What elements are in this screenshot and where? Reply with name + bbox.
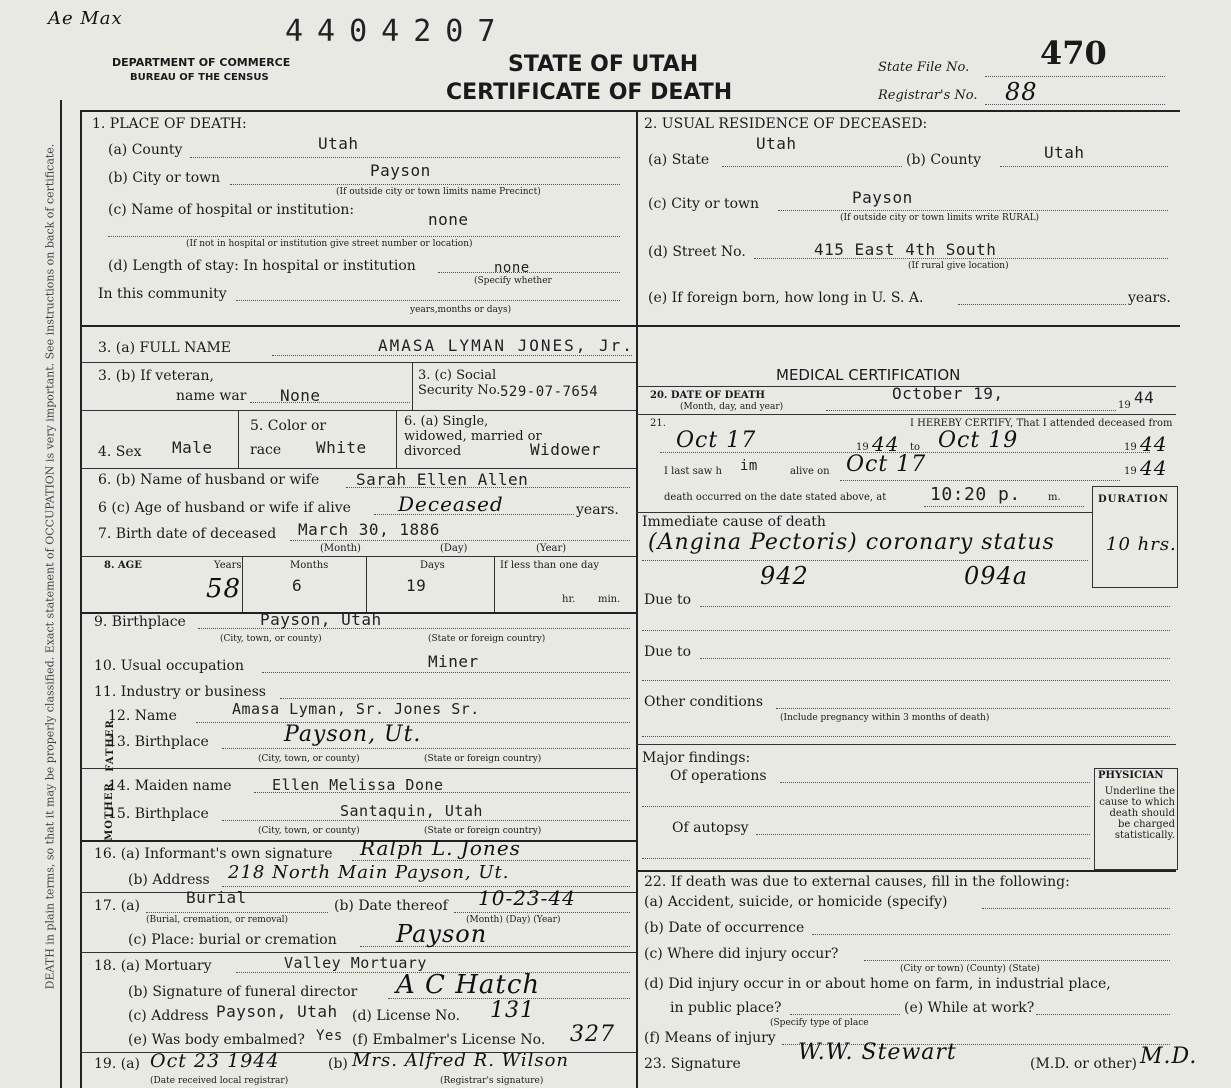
father-name-value: Amasa Lyman, Sr. Jones Sr. [232, 700, 480, 718]
industry-label: 11. Industry or business [94, 684, 266, 700]
full-name-value: AMASA LYMAN JONES, Jr. [378, 336, 634, 355]
res-county-value: Utah [1044, 143, 1085, 162]
father-tag: FATHER [104, 719, 116, 772]
means-label: (f) Means of injury [644, 1030, 776, 1046]
registrar-number: 88 [1005, 78, 1038, 106]
state-title: STATE OF UTAH [508, 52, 699, 77]
due-to-2-label: Due to [644, 644, 692, 660]
occupation-label: 10. Usual occupation [94, 658, 244, 674]
spouse-years: years. [576, 502, 619, 518]
specify-note: (Specify whether [474, 276, 552, 286]
mortuary-label: 18. (a) Mortuary [94, 958, 212, 974]
community-label: In this community [98, 286, 227, 302]
birthplace-state-note: (State or foreign country) [428, 634, 546, 644]
birth-year-note: (Year) [536, 543, 567, 554]
death-time-m: m. [1048, 492, 1061, 503]
document-title: CERTIFICATE OF DEATH [446, 80, 733, 105]
frame-left [80, 110, 82, 1088]
at-work-label: (e) While at work? [904, 1000, 1035, 1016]
registrar-sig-label: (b) [328, 1056, 348, 1072]
to-year-prefix: 19 [1124, 442, 1137, 453]
last-saw-date: Oct 17 [846, 452, 927, 477]
city-note: (If outside city or town limits name Precinct) [336, 187, 541, 197]
mother-state-note: (State or foreign country) [424, 826, 542, 836]
state-file-label: State File No. [878, 60, 970, 75]
birth-value: March 30, 1886 [298, 520, 440, 539]
director-label: (b) Signature of funeral director [128, 984, 358, 1000]
registrar-label: Registrar's No. [878, 88, 978, 103]
major-findings-label: Major findings: [642, 750, 751, 766]
father-birthplace-label: 13. Birthplace [108, 734, 209, 750]
embalmer-label: (f) Embalmer's License No. [352, 1032, 546, 1048]
years-note: years,months or days) [410, 305, 512, 315]
age-less-head: If less than one day [500, 560, 599, 571]
stay-label: (d) Length of stay: In hospital or institution [108, 258, 416, 274]
occurred-label: death occurred on the date stated above, at [664, 492, 887, 503]
age-months-value: 6 [292, 576, 303, 595]
physician-note: Underline the cause to which death should be charged statistically. [1099, 786, 1175, 841]
res-street-value: 415 East 4th South [814, 240, 997, 259]
spouse-age-value: Deceased [398, 492, 504, 516]
res-street-note: (If rural give location) [908, 261, 1009, 271]
duration-value: 10 hrs. [1106, 534, 1177, 555]
county-label: (a) County [108, 142, 183, 158]
medical-heading: MEDICAL CERTIFICATION [776, 366, 961, 384]
res-state-value: Utah [756, 134, 797, 153]
age-years-value: 58 [206, 574, 242, 604]
father-name-label: 12. Name [108, 708, 177, 724]
city-label: (b) City or town [108, 170, 221, 186]
occupation-value: Miner [428, 652, 479, 671]
autopsy-label: Of autopsy [672, 820, 749, 836]
father-state-note: (State or foreign country) [424, 754, 542, 764]
age-years-head: Years [214, 560, 242, 571]
informant-addr-label: (b) Address [128, 872, 210, 888]
death-year-value: 44 [1134, 388, 1155, 407]
cause-code-1: 942 [760, 562, 809, 590]
attended-from: Oct 17 [676, 428, 757, 453]
bureau: BUREAU OF THE CENSUS [130, 72, 269, 83]
public-place-label: in public place? [670, 1000, 782, 1016]
physician-heading: PHYSICIAN [1098, 770, 1164, 781]
burial-label: 17. (a) [94, 898, 140, 914]
age-hr: hr. [562, 594, 576, 605]
mother-name-value: Ellen Melissa Done [272, 776, 444, 794]
hospital-note: (If not in hospital or institution give street number or location) [186, 239, 473, 249]
place-value: Payson [396, 920, 488, 948]
registrar-note: (Registrar's signature) [440, 1076, 544, 1086]
other-conditions-note: (Include pregnancy within 3 months of death) [780, 713, 990, 723]
informant-address: 218 North Main Payson, Ut. [228, 862, 510, 883]
immediate-cause-label: Immediate cause of death [642, 514, 826, 530]
birthplace-label: 9. Birthplace [94, 614, 186, 630]
side-instructions: DEATH in plain terms, so that it may be properly classified. Exact statement of OCCUPATION is very important. See instructions on back of certificate. [43, 143, 57, 990]
last-saw-mid: im [740, 458, 758, 474]
city-value: Payson [370, 161, 431, 180]
frame-top [80, 110, 1180, 112]
age-days-value: 19 [406, 576, 427, 595]
death-time: 10:20 p. [930, 484, 1021, 505]
certificate-number: 4404207 [285, 14, 510, 49]
attended-to-label: to [910, 442, 921, 453]
res-county-label: (b) County [906, 152, 982, 168]
res-city-value: Payson [852, 188, 913, 207]
received-label: 19. (a) [94, 1056, 140, 1072]
where-note: (City or town) (County) (State) [900, 964, 1040, 974]
cause-code-2: 094a [964, 562, 1029, 590]
res-city-note: (If outside city or town limits write RURAL) [840, 213, 1040, 223]
place-type-note: (Specify type of place [770, 1018, 869, 1028]
registrar-signature: Mrs. Alfred R. Wilson [352, 1050, 569, 1071]
birthplace-city-note: (City, town, or county) [220, 634, 322, 644]
state-file-number: 470 [1040, 34, 1107, 72]
burial-value: Burial [186, 888, 247, 907]
immediate-cause-value: (Angina Pectoris) coronary status [648, 530, 1055, 555]
residence-heading: 2. USUAL RESIDENCE OF DECEASED: [644, 116, 928, 132]
last-saw-label: I last saw h [664, 466, 722, 477]
place-heading: 1. PLACE OF DEATH: [92, 116, 247, 132]
stay-value: none [494, 260, 530, 276]
veteran-label: 3. (b) If veteran, [98, 368, 214, 384]
last-saw-year-prefix: 19 [1124, 466, 1137, 477]
birth-month-note: (Month) [320, 543, 361, 554]
attended-to: Oct 19 [938, 428, 1019, 453]
birth-day-note: (Day) [440, 543, 468, 554]
last-saw-year: 44 [1140, 456, 1168, 480]
mortuary-value: Valley Mortuary [284, 954, 427, 972]
md-value: M.D. [1140, 1044, 1198, 1069]
embalmer-value: 327 [570, 1022, 615, 1047]
informant-sig-label: 16. (a) Informant's own signature [94, 846, 333, 862]
alive-on-label: alive on [790, 466, 830, 477]
md-label: (M.D. or other) [1030, 1056, 1137, 1072]
sex-label: 4. Sex [98, 444, 142, 460]
res-street-label: (d) Street No. [648, 244, 746, 260]
physician-signature: W.W. Stewart [798, 1040, 957, 1065]
operations-label: Of operations [670, 768, 767, 784]
death-date-value: October 19, [892, 384, 1004, 403]
color-value: White [316, 438, 367, 457]
from-year-prefix: 19 [856, 442, 869, 453]
place-label: (c) Place: burial or cremation [128, 932, 337, 948]
father-birthplace-value: Payson, Ut. [284, 722, 422, 747]
top-note: Ae Max [48, 8, 123, 29]
address-label: (c) Address [128, 1008, 209, 1024]
burial-note: (Burial, cremation, or removal) [146, 915, 289, 925]
embalmed-value: Yes [316, 1028, 343, 1044]
mother-name-label: 14. Maiden name [108, 778, 232, 794]
hospital-value: none [428, 210, 469, 229]
spouse-label: 6. (b) Name of husband or wife [98, 472, 320, 488]
received-date: Oct 23 1944 [150, 1050, 280, 1072]
full-name-label: 3. (a) FULL NAME [98, 340, 231, 356]
certify-text: I HEREBY CERTIFY, That I attended deceased from [910, 418, 1173, 429]
age-min: min. [598, 594, 621, 605]
burial-date-note: (Month) (Day) (Year) [466, 915, 561, 925]
county-value: Utah [318, 134, 359, 153]
death-year-prefix: 19 [1118, 400, 1131, 411]
res-years: years. [1128, 290, 1171, 306]
director-signature: A C Hatch [396, 970, 541, 1000]
res-foreign-label: (e) If foreign born, how long in U. S. A. [648, 290, 924, 306]
age-days-head: Days [420, 560, 445, 571]
father-city-note: (City, town, or county) [258, 754, 360, 764]
war-label: name war [176, 388, 247, 404]
hospital-label: (c) Name of hospital or institution: [108, 202, 355, 218]
signature-label: 23. Signature [644, 1056, 741, 1072]
other-conditions-label: Other conditions [644, 694, 764, 710]
age-label: 8. AGE [104, 560, 142, 571]
marital-label: 6. (a) Single, widowed, married or divorced [404, 414, 542, 459]
burial-date-label: (b) Date thereof [334, 898, 448, 914]
informant-signature: Ralph L. Jones [360, 836, 521, 860]
frame-center [636, 110, 638, 1088]
burial-date-value: 10-23-44 [478, 886, 576, 910]
color-label: 5. Color or race [250, 418, 327, 458]
external-causes-label: 22. If death was due to external causes, fill in the following: [644, 874, 1070, 890]
embalmed-label: (e) Was body embalmed? [128, 1032, 305, 1048]
mother-city-note: (City, town, or county) [258, 826, 360, 836]
age-months-head: Months [290, 560, 329, 571]
spouse-age-label: 6 (c) Age of husband or wife if alive [98, 500, 351, 516]
war-value: None [280, 386, 321, 405]
ss-value: 529-07-7654 [500, 384, 599, 400]
frame-mid [80, 325, 1180, 327]
res-state-label: (a) State [648, 152, 710, 168]
res-city-label: (c) City or town [648, 196, 760, 212]
license-label: (d) License No. [352, 1008, 461, 1024]
attended-from-year: 44 [872, 432, 900, 456]
left-border [60, 100, 62, 1088]
sex-value: Male [172, 438, 213, 457]
birthplace-value: Payson, Utah [260, 610, 382, 629]
accident-label: (a) Accident, suicide, or homicide (specify) [644, 894, 948, 910]
home-label: (d) Did injury occur in or about home on farm, in industrial place, [644, 976, 1111, 992]
where-label: (c) Where did injury occur? [644, 946, 839, 962]
ss-label: 3. (c) Social Security No. [418, 368, 501, 398]
spouse-value: Sarah Ellen Allen [356, 470, 529, 489]
birth-label: 7. Birth date of deceased [98, 526, 277, 542]
death-date-note: (Month, day, and year) [680, 402, 784, 412]
license-value: 131 [490, 998, 535, 1023]
due-to-1-label: Due to [644, 592, 692, 608]
death-date-label: 20. DATE OF DEATH [650, 390, 765, 401]
certify-number: 21. [650, 418, 666, 429]
mother-birthplace-label: 15. Birthplace [108, 806, 209, 822]
address-value: Payson, Utah [216, 1002, 338, 1021]
mother-birthplace-value: Santaquin, Utah [340, 802, 483, 820]
marital-value: Widower [530, 440, 601, 459]
received-note: (Date received local registrar) [150, 1076, 289, 1086]
department: DEPARTMENT OF COMMERCE [112, 56, 291, 69]
duration-heading: DURATION [1098, 494, 1169, 505]
occurrence-label: (b) Date of occurrence [644, 920, 805, 936]
mother-tag: MOTHER [103, 782, 115, 841]
attended-to-year: 44 [1140, 432, 1168, 456]
